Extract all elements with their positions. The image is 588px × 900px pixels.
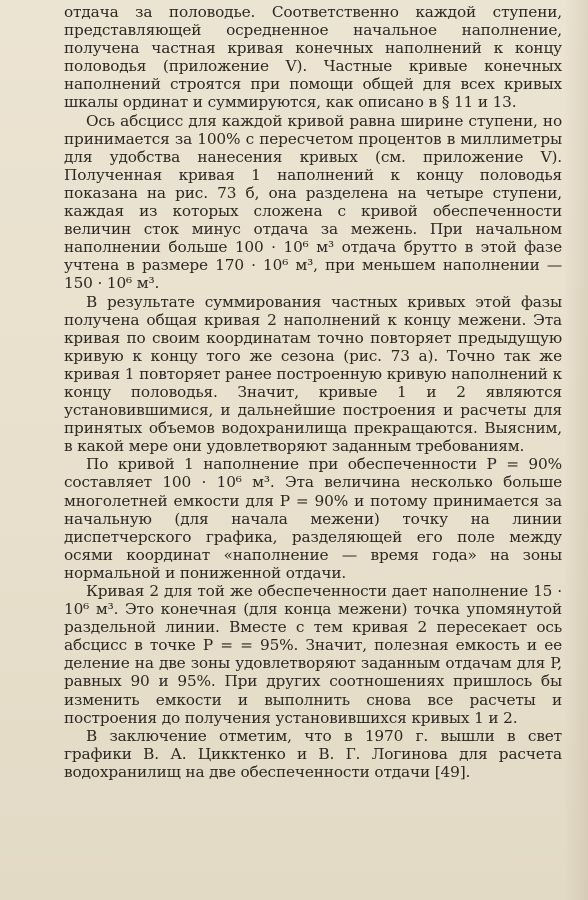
- page-body-text: [64, 3, 562, 781]
- paragraph-1: отдача за половодье. Соответственно каждой ступени, представляющей осредненное начальное наполнение, получена частная кривая конечных наполнений к концу половодья (приложение V). Частные кривые конечных наполнений строятся при помощи общей для всех кривых шкалы ординат и суммируются, как описано в § 11 и 13.: [64, 3, 562, 112]
- paragraph-6: В заключение отметим, что в 1970 г. вышли в свет графики В. А. Цикктенко и В. Г. Логинова для расчета водохранилищ на две обеспеченности отдачи [49].: [64, 726, 562, 781]
- paragraph-2: Ось абсцисс для каждой кривой равна ширине ступени, но принимается за 100% с пересчетом процентов в миллиметры для удобства нанесения кривых (см. приложение V). Полученная кривая 1 наполнений к концу половодья показана на рис. 73 б, она разделена на четыре ступени, каждая из которых сложена с кривой обеспеченности величин сток минус отдача за межень. При начальном наполнении больше 100 · 10⁶ м³ отдача брутто в этой фазе учтена в размере 170 · 10⁶ м³, при меньшем наполнении — 150 · 10⁶ м³.: [64, 111, 562, 293]
- paragraph-4: По кривой 1 наполнение при обеспеченности P = 90% составляет 100 · 10⁶ м³. Эта величина несколько больше многолетней емкости для P = 90% и потому принимается за начальную (для начала межени) точку на линии диспетчерского графика, разделяющей его поле между осями координат «наполнение — время года» на зоны нормальной и пониженной отдачи.: [64, 455, 562, 582]
- paragraph-3: В результате суммирования частных кривых этой фазы получена общая кривая 2 наполнений к концу межени. Эта кривая по своим координатам точно повторяет предыдущую кривую к концу того же сезона (рис. 73 а). Точно так же кривая 1 повторяет ранее построенную кривую наполнений к концу половодья. Значит, кривые 1 и 2 являются установившимися, и дальнейшие построения и расчеты для принятых объемов водохранилища прекращаются. Выясним, в какой мере они удовлетворяют заданным требованиям.: [64, 292, 562, 456]
- paragraph-5: Кривая 2 для той же обеспеченности дает наполнение 15 · 10⁶ м³. Это конечная (для конца межени) точка упомянутой раздельной линии. Вместе с тем кривая 2 пересекает ось абсцисс в точке P = = 95%. Значит, полезная емкость и ее деление на две зоны удовлетворяют заданным отдачам для P, равных 90 и 95%. При других соотношениях пришлось бы изменить емкости и выполнить снова все расчеты и построения до получения установившихся кривых 1 и 2.: [64, 582, 562, 727]
- page-fold-shadow: [564, 0, 588, 900]
